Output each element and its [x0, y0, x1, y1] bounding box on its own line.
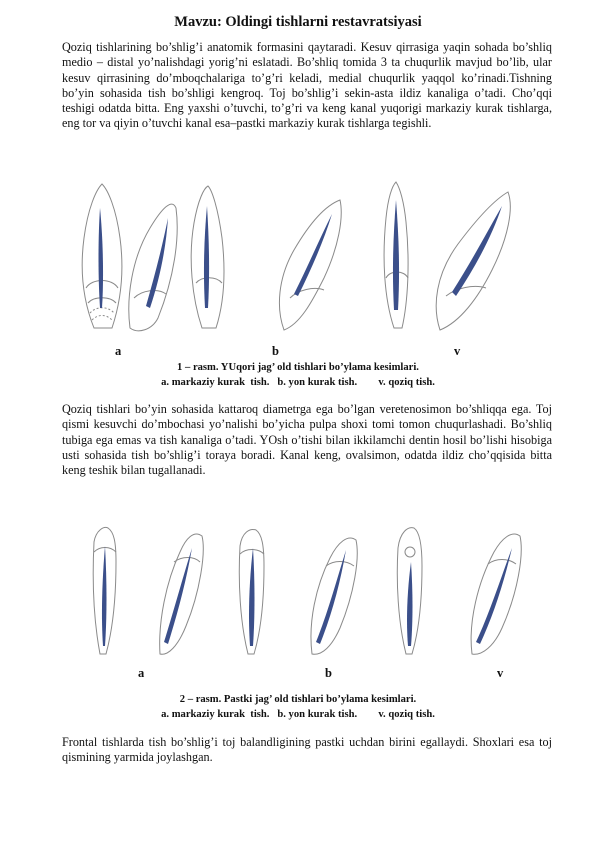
- figure-2-label-a: a: [138, 666, 145, 680]
- figure-2-illustration: [62, 522, 552, 660]
- figure-1-illustration: [62, 178, 552, 338]
- figure-1-caption-title: 1 – rasm. YUqori jag’ old tishlari bo’ylama kesimlari.: [177, 362, 419, 373]
- paragraph-2: Qoziq tishlari bo’yin sohasida kattaroq diametrga ega bo’lgan veretenosimon bo’shliqqa ega. Toj qismi kesuvchi do’mbochasi yo’nalishi bo’yicha pulpa shoxi tomi tomon chuqurlashadi. Bo’shliq tubiga ega emas va tish kanaliga o’tadi. YOsh o’tishi bilan ikkilamchi dentin hosil bo’lishi hisobiga usti sohasida tish bo’shlig’i toraya boradi. Kanal keng, ovalsimon, odatda ildiz cho’qqisida bitta keng teshik bilan tugallanadi.: [62, 402, 552, 478]
- figure-1-svg: [62, 178, 552, 338]
- figure-1-caption: [0, 361, 596, 390]
- paragraph-3: Frontal tishlarda tish bo’shlig’i toj balandligining pastki uchdan birini egallaydi. Shoxlari esa toj qismining yarmida joylashgan.: [62, 735, 552, 765]
- figure-1-label-b: b: [272, 344, 279, 358]
- figure-2-caption: [0, 693, 596, 722]
- figure-1-label-v: v: [454, 344, 461, 358]
- figure-2-svg: [62, 522, 552, 660]
- page-title: Mavzu: Oldingi tishlarni restavratsiyasi: [174, 14, 422, 30]
- figure-2-label-b: b: [325, 666, 332, 680]
- figure-1-caption-sub: a. markaziy kurak tish. b. yon kurak tish. v. qoziq tish.: [161, 376, 435, 388]
- figure-2-caption-title: 2 – rasm. Pastki jag’ old tishlari bo’ylama kesimlari.: [179, 694, 417, 705]
- figure-2-caption-sub: a. markaziy kurak tish. b. yon kurak tish. v. qoziq tish.: [161, 708, 435, 720]
- paragraph-1: Qoziq tishlarining bo’shlig’i anatomik formasini qaytaradi. Kesuv qirrasiga yaqin sohada bo’shliq medio – distal yo’nalishdagi yorig’ni eslatadi. Bo’shliq tomida 3 ta chuqurlik mavjud bo’lib, ular kesuv qirrasining do’mboqchalariga to’g’ri keladi, medial chuqurlik yaqqol ko’rinadi.Tishning bo’yin sohasida tish bo’shligi kengroq. Toj bo’shlig’i sekin-asta ildiz kanaliga o’tadi. Cho’qqi teshigi odatda bitta. Eng yaxshi o’tuvchi, to’g’ri va keng kanal yuqorigi markaziy kurak tishlarga, eng tor va qiyin o’tuvchi kanal esa–pastki markaziy kurak tishlarga tegishli.: [62, 40, 552, 131]
- figure-1-label-a: a: [115, 344, 122, 358]
- figure-2-label-v: v: [497, 666, 504, 680]
